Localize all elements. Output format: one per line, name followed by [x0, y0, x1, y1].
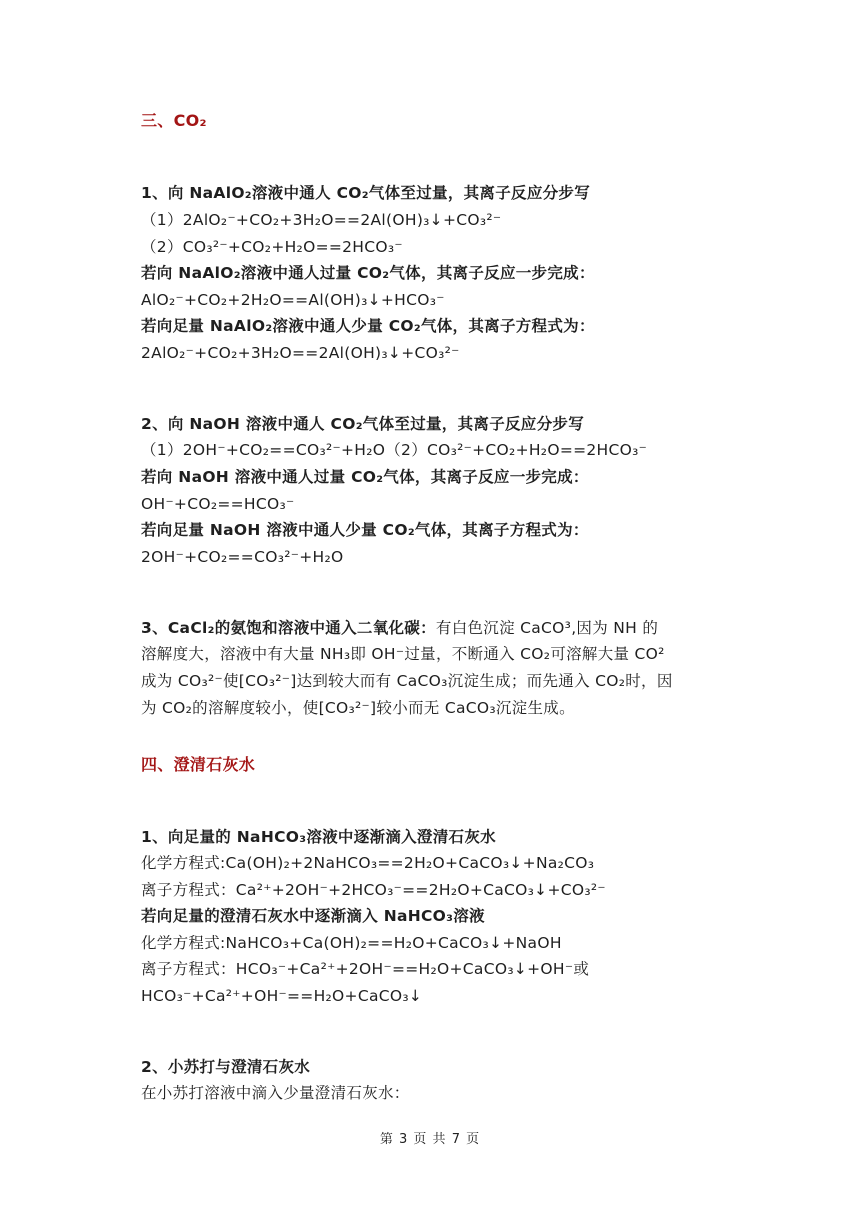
s4-item1-ion-eq: 离子方程式：Ca²⁺+2OH⁻+2HCO₃⁻==2H₂O+CaCO₃↓+CO₃²⁻	[141, 881, 606, 899]
section-heading-limewater: 四、澄清石灰水	[141, 755, 256, 774]
item1-excess-title: 若向 NaAlO₂溶液中通人过量 CO₂气体，其离子反应一步完成：	[141, 264, 595, 282]
item1-small-title: 若向足量 NaAlO₂溶液中通人少量 CO₂气体，其离子方程式为：	[141, 317, 595, 335]
item1-small-eq: 2AlO₂⁻+CO₂+3H₂O==2Al(OH)₃↓+CO₃²⁻	[141, 344, 460, 362]
item2-excess-eq: OH⁻+CO₂==HCO₃⁻	[141, 495, 295, 513]
item3-line1	[141, 617, 781, 639]
s4-item2-title: 2、小苏打与澄清石灰水	[141, 1058, 311, 1076]
item3-title: 3、CaCl₂的氨饱和溶液中通入二氧化碳：	[141, 619, 436, 637]
item3-line4: 为 CO₂的溶解度较小，使[CO₃²⁻]较小而无 CaCO₃沉淀生成。	[141, 699, 575, 717]
item1-title: 1、向 NaAlO₂溶液中通人 CO₂气体至过量，其离子反应分步写	[141, 184, 591, 202]
item2-small-title: 若向足量 NaOH 溶液中通人少量 CO₂气体，其离子方程式为：	[141, 521, 589, 539]
item1-excess-eq: AlO₂⁻+CO₂+2H₂O==Al(OH)₃↓+HCO₃⁻	[141, 291, 445, 309]
s4-item1-chem-eq: 化学方程式:Ca(OH)₂+2NaHCO₃==2H₂O+CaCO₃↓+Na₂CO₃	[141, 854, 595, 872]
item1-eq2: （2）CO₃²⁻+CO₂+H₂O==2HCO₃⁻	[141, 238, 403, 256]
s4-item1-reverse-ion-eq: 离子方程式：HCO₃⁻+Ca²⁺+2OH⁻==H₂O+CaCO₃↓+OH⁻或	[141, 960, 590, 978]
s4-item2-line1: 在小苏打溶液中滴入少量澄清石灰水：	[141, 1084, 410, 1102]
s4-item1-reverse-chem-eq: 化学方程式:NaHCO₃+Ca(OH)₂==H₂O+CaCO₃↓+NaOH	[141, 934, 562, 952]
item3-line3: 成为 CO₃²⁻使[CO₃²⁻]达到较大而有 CaCO₃沉淀生成；而先通入 CO₂时，因	[141, 672, 673, 690]
item2-small-eq: 2OH⁻+CO₂==CO₃²⁻+H₂O	[141, 548, 344, 566]
item2-title: 2、向 NaOH 溶液中通人 CO₂气体至过量，其离子反应分步写	[141, 415, 584, 433]
item2-eqs: （1）2OH⁻+CO₂==CO₃²⁻+H₂O（2）CO₃²⁻+CO₂+H₂O==2HCO₃⁻	[141, 441, 648, 459]
s4-item1-reverse-ion-eq-alt: HCO₃⁻+Ca²⁺+OH⁻==H₂O+CaCO₃↓	[141, 987, 423, 1005]
s4-item1-title: 1、向足量的 NaHCO₃溶液中逐渐滴入澄清石灰水	[141, 828, 496, 846]
section-heading-co2: 三、CO₂	[141, 111, 207, 130]
item1-eq1: （1）2AlO₂⁻+CO₂+3H₂O==2Al(OH)₃↓+CO₃²⁻	[141, 211, 502, 229]
item2-excess-title: 若向 NaOH 溶液中通人过量 CO₂气体，其离子反应一步完成：	[141, 468, 589, 486]
s4-item1-reverse-title: 若向足量的澄清石灰水中逐渐滴入 NaHCO₃溶液	[141, 907, 485, 925]
item3-line1-rest: 有白色沉淀 CaCO³,因为 NH 的	[435, 619, 659, 637]
item3-line2: 溶解度大，溶液中有大量 NH₃即 OH⁻过量，不断通入 CO₂可溶解大量 CO²	[141, 645, 665, 663]
page-footer: 第 3 页 共 7 页	[379, 1132, 481, 1147]
